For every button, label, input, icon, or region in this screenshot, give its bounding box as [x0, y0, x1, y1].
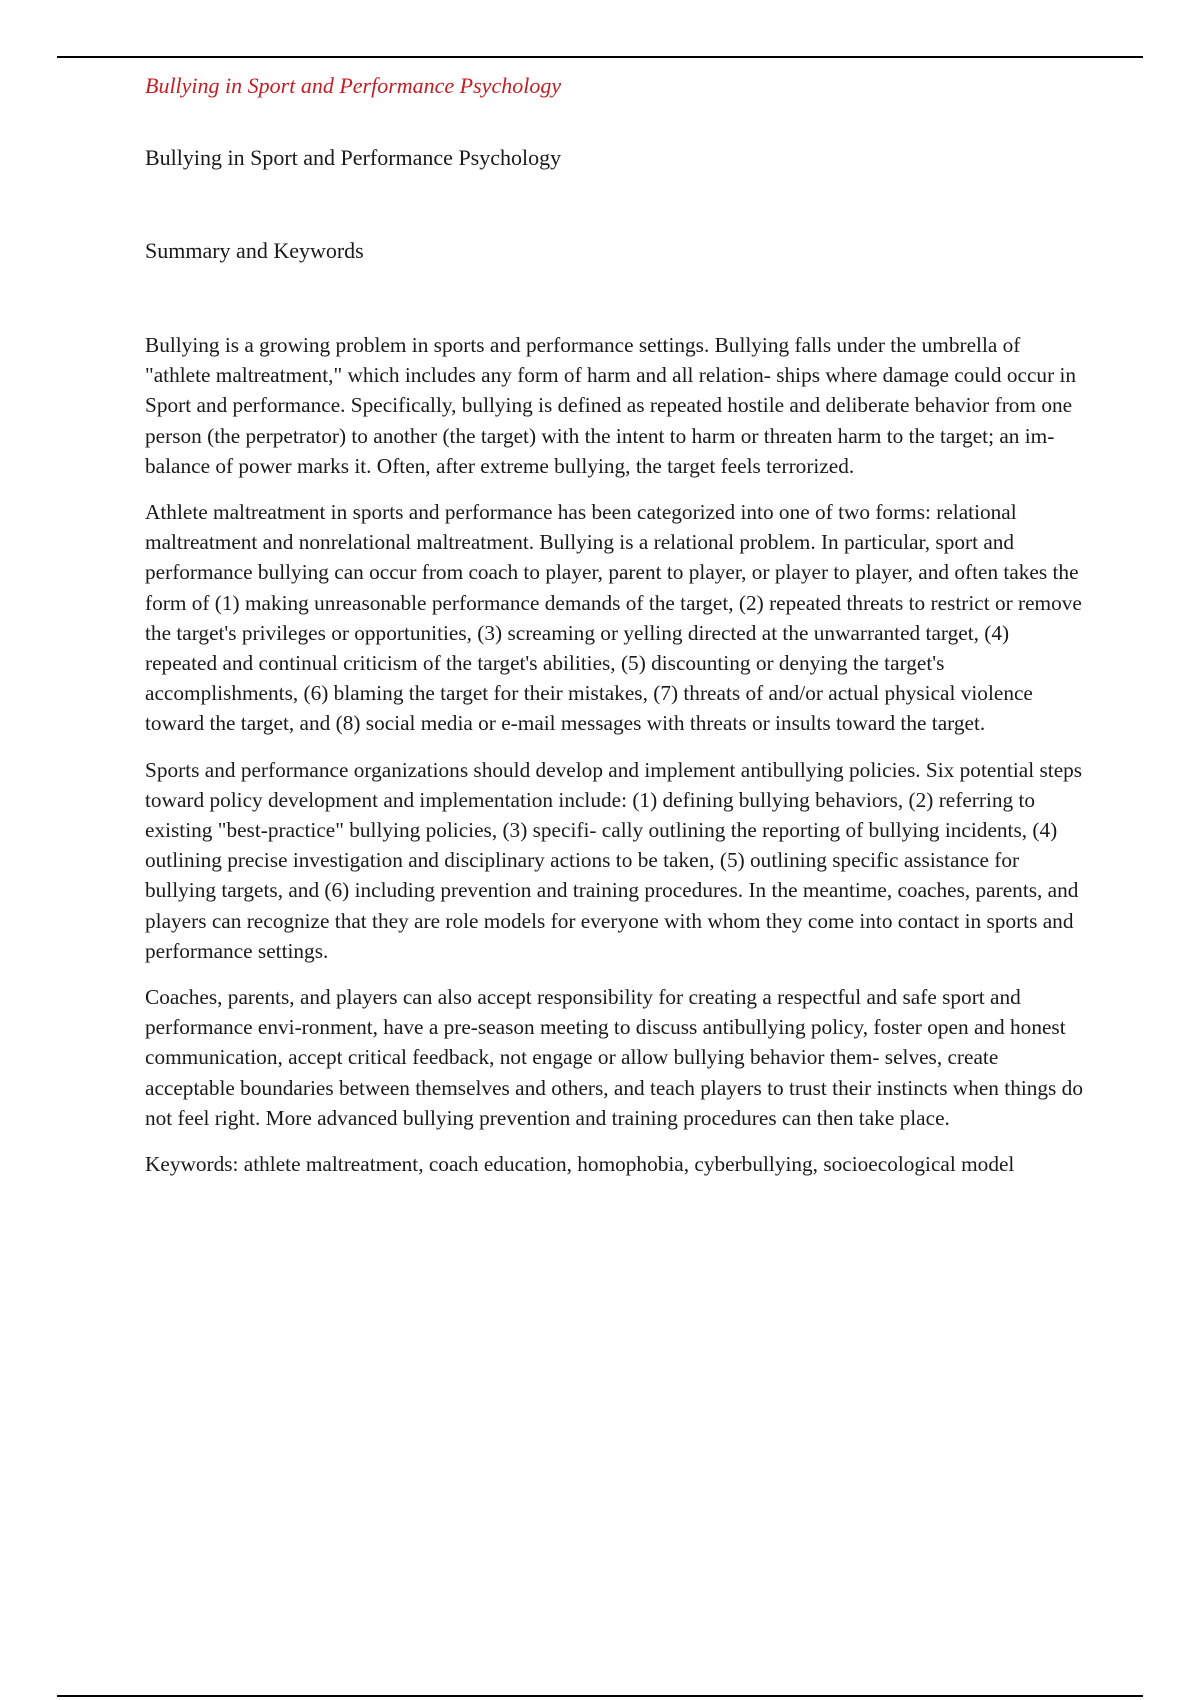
bottom-rule	[57, 1695, 1143, 1697]
summary-paragraph: Athlete maltreatment in sports and performance has been categorized into one of two forms: relational maltreatment and nonrelational maltreatment. Bullying is a relational problem. In particular, sport and performance bullying can occur from coach to player, parent to player, or player to player, and often takes the form of (1) making unreasonable performance demands of the target, (2) repeated threats to restrict or remove the target's privileges or opportunities, (3) screaming or yelling directed at the unwarranted target, (4) repeated and continual criticism of the target's abilities, (5) discounting or denying the target's accomplishments, (6) blaming the target for their mistakes, (7) threats of and/or actual physical violence toward the target, and (8) social media or e-mail messages with threats or insults toward the target.	[145, 500, 1082, 736]
running-head: Bullying in Sport and Performance Psychology	[145, 73, 562, 98]
summary-paragraph: Bullying is a growing problem in sports and performance settings. Bullying falls under the umbrella of "athlete maltreatment," which includes any form of harm and all relation- ships where damage could occur in Sport and performance. Specifically, bullying is defined as repeated hostile and deliberate behavior from one person (the perpetrator) to another (the target) with the intent to harm or threaten harm to the target; an im- balance of power marks it. Often, after extreme bullying, the target feels terrorized.	[145, 333, 1077, 478]
top-rule	[57, 56, 1143, 58]
summary-paragraph: Sports and performance organizations should develop and implement antibullying policies. Six potential steps toward policy development and implementation include: (1) defining bullying behaviors, (2) referring to existing "best-practice" bullying policies, (3) specifi- cally outlining the reporting of bullying incidents, (4) outlining precise investigation and disciplinary actions to be taken, (5) outlining specific assistance for bullying targets, and (6) including prevention and training procedures. In the meantime, coaches, parents, and players can recognize that they are role models for everyone with whom they come into contact in sports and performance settings.	[145, 757, 1083, 963]
keywords-line: Keywords: athlete maltreatment, coach education, homophobia, cyberbullying, socioecological model	[145, 1152, 1015, 1177]
summary-paragraph: Coaches, parents, and players can also accept responsibility for creating a respectful and safe sport and performance envi-ronment, have a pre-season meeting to discuss antibullying policy, foster open and honest communication, accept critical feedback, not engage or allow bullying behavior them- selves, create acceptable boundaries between themselves and others, and teach players to trust their instincts when things do not feel right. More advanced bullying prevention and training procedures can then take place.	[145, 985, 1083, 1130]
document-title: Bullying in Sport and Performance Psychology	[145, 145, 562, 170]
section-heading: Summary and Keywords	[145, 238, 364, 263]
page-content	[145, 70, 1085, 1179]
